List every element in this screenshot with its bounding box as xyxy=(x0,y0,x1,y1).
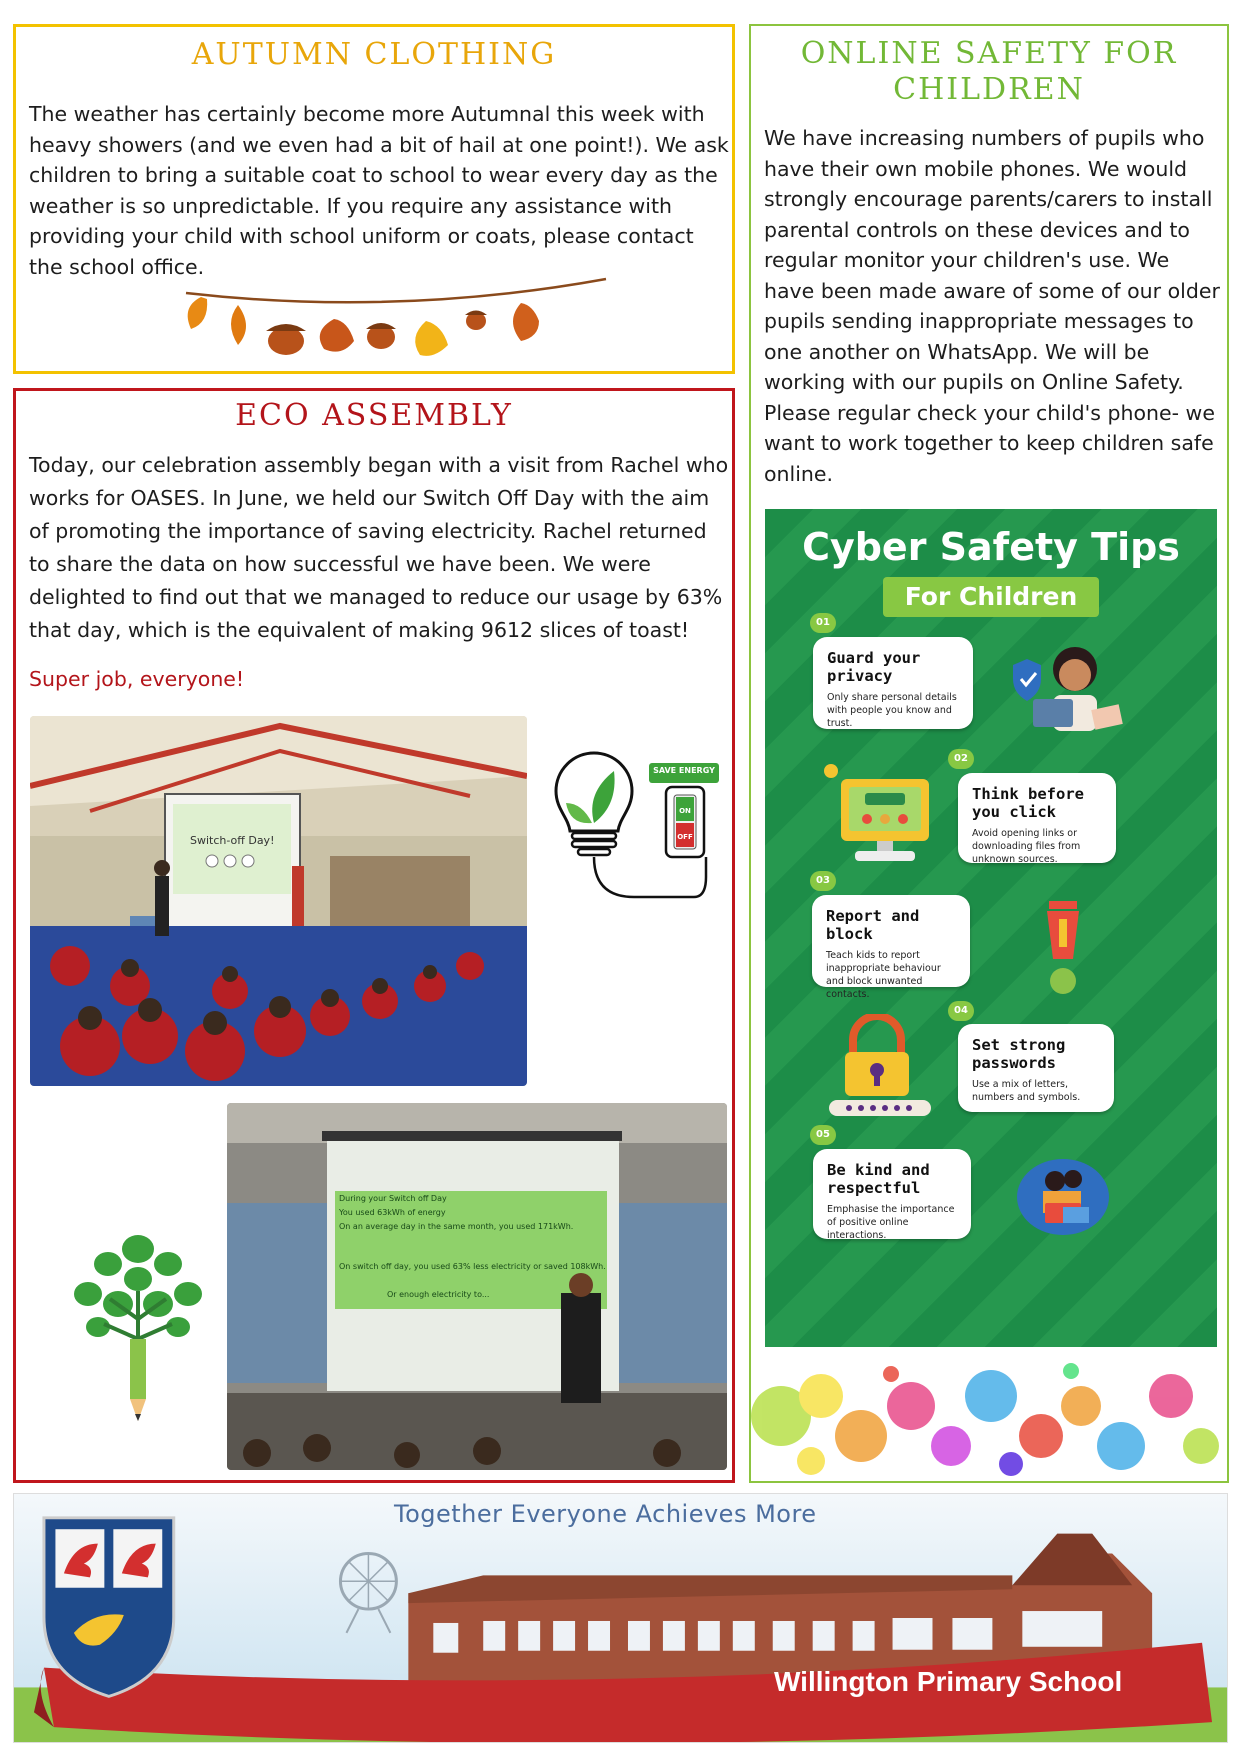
autumn-clothing-title: AUTUMN CLOTHING xyxy=(191,37,557,72)
slide-line-4: On switch off day, you used 63% less electricity or saved 108kWh. xyxy=(339,1262,606,1271)
tip-description: Teach kids to report inappropriate behaviour and block unwanted contacts. xyxy=(826,950,941,1000)
padlock-password-icon xyxy=(825,1014,935,1118)
tip-card xyxy=(958,773,1116,863)
leaf-icon xyxy=(231,305,246,345)
school-motto: Together Everyone Achieves More xyxy=(394,1500,817,1528)
autumn-clothing-section xyxy=(13,24,735,374)
eco-assembly-text: Today, our celebration assembly began with a visit from Rachel who works for OASES. In June, we held our Switch Off Day with the aim of promoting the importance of saving electricity. Rachel returned to share the data on how successful we have been. We were delighted to find out that we managed to reduce our usage by 63% that day, which is the equivalent of making 9612 slices of toast! xyxy=(29,453,729,642)
leaf-icon xyxy=(320,319,354,352)
leaf-icon xyxy=(513,303,539,341)
tip-description: Avoid opening links or downloading files from unknown sources. xyxy=(972,828,1081,865)
eco-assembly-signoff: Super job, everyone! xyxy=(29,667,245,691)
tip-card xyxy=(812,895,970,1000)
tip-description: Emphasise the importance of positive online interactions. xyxy=(827,1204,955,1241)
switch-on-label: ON xyxy=(679,807,691,815)
warning-exclamation-icon xyxy=(1043,901,1083,997)
acorn-icon xyxy=(366,323,396,349)
switch-off-label: OFF xyxy=(677,833,693,841)
slide-line-1: During your Switch off Day xyxy=(339,1194,447,1203)
assembly-hall-photo xyxy=(30,716,527,1086)
autumn-clothing-text: The weather has certainly become more Autumnal this week with heavy showers (and we even had a bit of hail at one point!). We ask children to bring a suitable coat to school to wear every day as the weather is so unpredictable. If you require any assistance with providing your child with school uniform or coats, please contact the school office. xyxy=(29,102,729,279)
save-energy-bulb-image xyxy=(554,743,734,903)
school-crest-icon xyxy=(44,1518,174,1697)
online-safety-text: We have increasing numbers of pupils who have their own mobile phones. We would strongly encourage parents/carers to install parental controls on these devices and to regular monitor your children's use. We have been made aware of some of our older pupils sending inappropriate messages to one another on WhatsApp. We will be working with our pupils on Online Safety. Please regular check your child's phone- we want to work together to keep children safe online. xyxy=(764,126,1220,486)
computer-icon xyxy=(821,763,941,867)
cyber-safety-poster xyxy=(765,509,1217,1347)
school-name: Willington Primary School xyxy=(774,1666,1123,1697)
slide-line-2: You used 63kWh of energy xyxy=(339,1208,446,1217)
online-safety-title: ONLINE SAFETY FOR CHILDREN xyxy=(800,36,1178,107)
tip-card xyxy=(813,637,973,729)
tip-description: Use a mix of letters, numbers and symbols. xyxy=(972,1079,1081,1103)
photo1-screen-text: Switch-off Day! xyxy=(190,834,275,847)
poster-subtitle: For Children xyxy=(883,577,1099,617)
children-with-laptop-icon xyxy=(1015,1157,1111,1237)
eco-assembly-section xyxy=(13,388,735,1483)
child-with-laptop-icon xyxy=(1005,637,1125,737)
acorn-icon xyxy=(465,311,487,331)
save-energy-label: SAVE ENERGY xyxy=(653,766,715,775)
school-building-illustration xyxy=(14,1494,1227,1742)
tip-title: Be kind and respectful xyxy=(827,1161,930,1197)
slide-line-3: On an average day in the same month, you used 171kWh. xyxy=(339,1222,574,1231)
tip-title: Guard your privacy xyxy=(827,649,921,685)
tip-description: Only share personal details with people you know and trust. xyxy=(827,692,957,729)
eco-assembly-title: ECO ASSEMBLY xyxy=(235,398,513,433)
tip-title: Think before you click xyxy=(972,785,1084,821)
assembly-presentation-photo xyxy=(227,1103,727,1470)
poster-title: Cyber Safety Tips xyxy=(802,525,1180,569)
acorn-icon xyxy=(266,324,306,355)
tip-title: Report and block xyxy=(826,907,920,943)
tip-number: 02 xyxy=(948,749,974,769)
slide-line-5: Or enough electricity to... xyxy=(387,1290,490,1299)
autumn-leaf-garland-image xyxy=(176,275,616,370)
tip-card xyxy=(958,1024,1114,1112)
school-banner xyxy=(13,1493,1228,1743)
tip-card xyxy=(813,1149,971,1239)
tip-title: Set strong passwords xyxy=(972,1036,1066,1072)
pencil-tree-icon xyxy=(68,1219,208,1424)
tip-number: 05 xyxy=(810,1125,836,1145)
tip-number: 03 xyxy=(810,871,836,891)
tip-number: 04 xyxy=(948,1001,974,1021)
leaf-icon xyxy=(188,297,208,329)
online-safety-section xyxy=(749,24,1229,1483)
leaf-icon xyxy=(415,321,448,356)
paint-splash-decoration xyxy=(751,1356,1227,1481)
tip-number: 01 xyxy=(810,613,836,633)
